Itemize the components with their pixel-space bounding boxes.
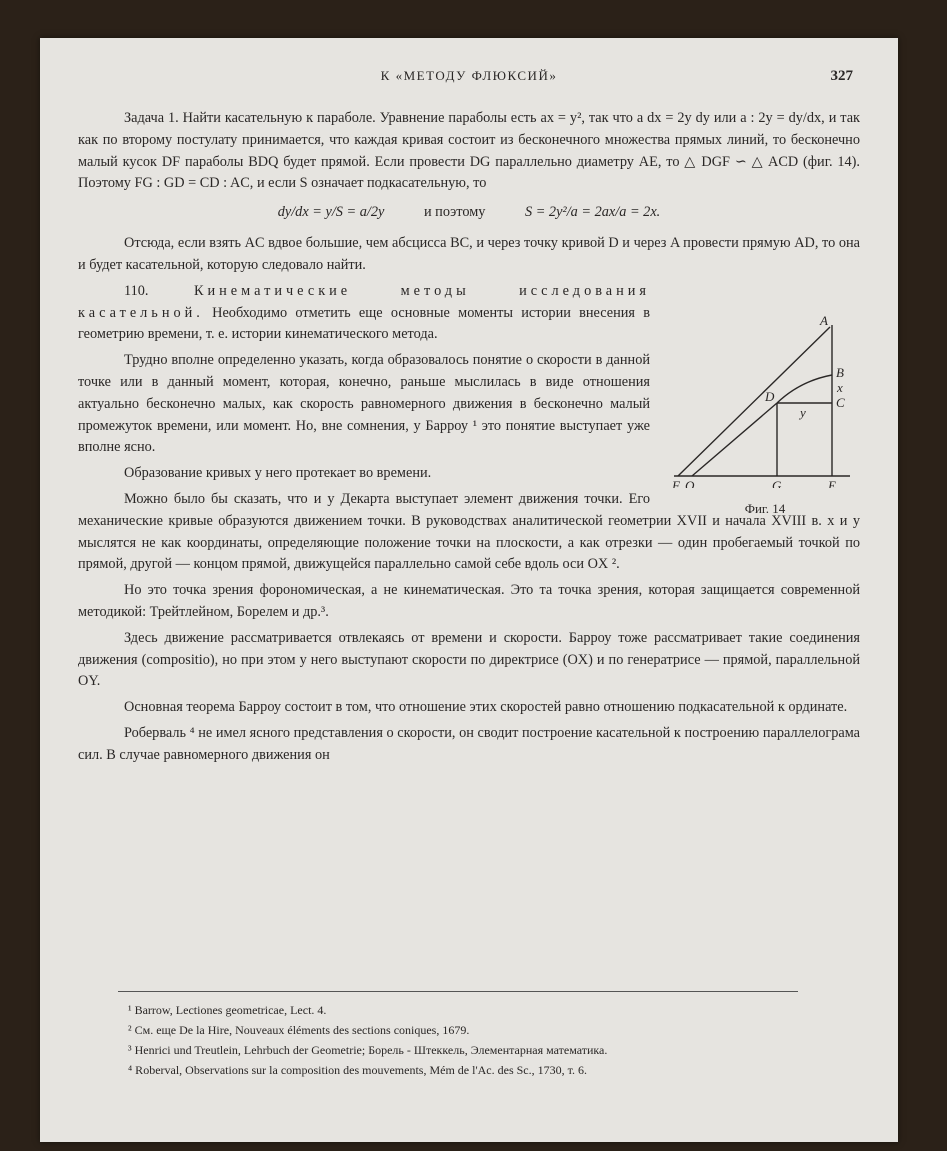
label-q: Q [685,477,695,488]
figure-14 [670,283,860,516]
footnote-4: ⁴ Roberval, Observations sur la composition des mouvements, Mém de l'Ac. des Sc., 1730, т. 6. [128,1063,587,1077]
label-b: B [836,364,844,380]
tangent-line [678,327,830,476]
velocity-paragraph: Трудно вполне определенно указать, когда образовалось понятие о скорости в данной точке или в данный момент, которая, конечно, раньше мыслилась в виде отношения актуально бесконечно малых, как скорость равномерного движения в бесконечно малый промежуток времени, или момент. Но, вне сомнения, у Барроу ¹ это понятие выступает уже вполне ясно. [78,352,650,456]
descartes-paragraph: Можно было бы сказать, что и у Декарта выступает элемент движения точки. Его механические кривые образуются движением точки. В руководствах аналитической геометрии XVII и начала XVIII в. x и y мыслятся не как координаты, определяющие положение точки на плоскости, а как отрезки — один пробегаемый точкой по прямой, другой — концом прямой, движущейся параллельно самой себе вдоль оси OX ². [78,490,860,573]
footnote-3: ³ Henrici und Treutlein, Lehrbuch der Geometrie; Борель - Штеккель, Элементарная математика. [128,1043,608,1057]
formula-left: dy/dx = y/S = a/2y [277,204,385,221]
label-x: x [837,379,843,395]
curves-time-paragraph: Образование кривых у него протекает во времени. [124,465,432,482]
book-page [40,38,898,1142]
formula-right: S = 2y²/a = 2ax/a = 2x. [524,204,661,221]
footnote-1: ¹ Barrow, Lectiones geometricae, Lect. 4. [128,1003,327,1017]
running-title: К «МЕТОДУ ФЛЮКСИЙ» [380,68,558,83]
label-a: A [820,312,828,328]
secant-line [692,403,777,476]
label-g: G [772,477,782,488]
footnote-2: ² См. еще De la Hire, Nouveaux éléments des sections coniques, 1679. [128,1023,470,1037]
footnote-divider [118,991,798,992]
phoronomic-paragraph: Но это точка зрения форономическая, а не кинематическая. Это та точка зрения, которая защищается современной методикой: Трейтлейном, Борелем и др.³. [78,582,860,620]
roberval-paragraph: Роберваль ⁴ не имел ясного представления о скорости, он сводит построение касательной к построению параллелограма сил. В случае равномерного движения он [78,724,860,763]
barrow-theorem-paragraph: Основная теорема Барроу состоит в том, что отношение этих скоростей равно отношению подкасательной к ординате. [124,699,848,716]
parabola-arc [777,375,832,403]
section-text: Необходимо отметить еще основные моменты истории внесения в геометрию времени, т. е. истории кинематического метода. [78,304,650,343]
problem-paragraph: Задача 1. Найти касательную к параболе. Уравнение параболы есть ax = y², так что a dx = 2y dy или a : 2y = dy/dx, и так как по второму постулату принимается, что каждая кривая состоит из бесконечного множества прямых линий, то бесконечно малый кусок DF параболы BDQ будет прямой. Если провести DG параллельно диаметру AE, то △ DGF ∽ △ ACD (фиг. 14). Поэтому FG : GD = CD : AC, и если S означает подкасательную, то [78,110,860,192]
section-title: Кинематические методы исследования касательной. [78,282,650,321]
footnotes [78,1000,860,1080]
label-e: E [828,477,836,488]
section-number: 110. [124,282,149,299]
label-d: D [765,388,775,404]
label-y: y [800,404,806,420]
main-text [78,108,860,771]
formula-middle: и поэтому [423,204,486,221]
figure-caption: Фиг. 14 [744,500,786,516]
label-f: F [672,477,680,488]
label-c: C [836,394,845,410]
tangent-diagram [670,283,860,488]
barrow-motion-paragraph: Здесь движение рассматривается отвлекаясь от времени и скорости. Барроу тоже рассматривает такие соединения движения (compositio), но при этом у него выступают скорости по директрисе (OX) и по генератрисе — прямой, параллельной OY. [78,629,860,690]
formula-subtangent [78,201,860,223]
conclusion-paragraph: Отсюда, если взять AC вдвое большие, чем абсцисса BC, и через точку кривой D и через A провести прямую AD, то она и будет касательной, которую следовало найти. [78,235,860,273]
page-number: 327 [830,68,853,84]
